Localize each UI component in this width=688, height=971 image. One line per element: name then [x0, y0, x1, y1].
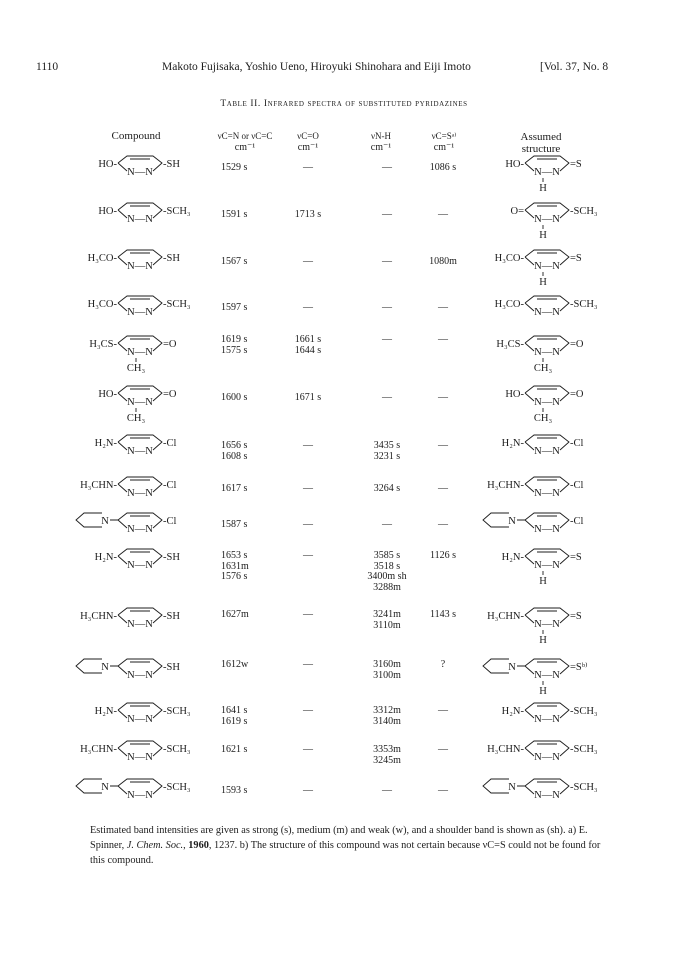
- assumed-structure: [467, 198, 627, 241]
- co-value: —: [303, 302, 313, 313]
- left-substituent: H₂N-: [501, 706, 524, 717]
- assumed-structure: [467, 774, 627, 814]
- cs-value: —: [438, 440, 448, 451]
- ring-nitrogens: N—N: [127, 446, 153, 457]
- piperidine-nitrogen: N: [508, 662, 516, 673]
- compound-structure: [60, 198, 220, 238]
- cn-value: 1641 s 1619 s: [221, 705, 248, 727]
- n-substituent: CH₃: [533, 413, 553, 424]
- cs-value: 1086 s: [429, 162, 457, 173]
- nh-value: 3264 s: [373, 483, 401, 494]
- cs-value: —: [438, 519, 448, 530]
- footnote-text-end: , 1237. b) The structure of this compound was not certain because νC=S could not be found for this compound.: [90, 840, 601, 866]
- right-substituent: -SCH₃: [163, 206, 191, 217]
- right-substituent: -SCH₃: [570, 206, 598, 217]
- nh-value: 3312m 3140m: [373, 705, 401, 727]
- right-substituent: -SCH₃: [570, 782, 598, 793]
- right-substituent: -SH: [163, 253, 180, 264]
- piperidine-nitrogen: N: [508, 782, 516, 793]
- column-header-cn: [203, 131, 287, 153]
- right-substituent: -Cl: [570, 438, 584, 449]
- cn-header-label: νC=N or νC=C: [217, 131, 273, 141]
- nh-value: —: [382, 785, 392, 796]
- cn-value: 1591 s: [221, 209, 248, 220]
- left-substituent: H₃CHN-: [487, 744, 524, 755]
- ring-nitrogens: N—N: [534, 397, 560, 408]
- cs-value: —: [438, 483, 448, 494]
- assumed-structure: [467, 736, 627, 776]
- ring-nitrogens: N—N: [127, 397, 153, 408]
- ring-nitrogens: N—N: [534, 752, 560, 763]
- left-substituent: H₃CO-: [87, 299, 117, 310]
- piperidine-nitrogen: N: [101, 662, 109, 673]
- n-substituent: H: [539, 576, 547, 587]
- right-substituent: -SH: [163, 611, 180, 622]
- co-header-label: νC=O: [297, 131, 319, 141]
- ring-nitrogens: N—N: [534, 446, 560, 457]
- co-value: 1671 s: [294, 392, 322, 403]
- co-value: —: [303, 744, 313, 755]
- cn-value: 1587 s: [221, 519, 248, 530]
- ring-nitrogens: N—N: [127, 214, 153, 225]
- ring-nitrogens: N—N: [127, 714, 153, 725]
- cs-value: —: [438, 785, 448, 796]
- n-substituent: H: [539, 277, 547, 288]
- ring-nitrogens: N—N: [127, 560, 153, 571]
- assumed-structure: [467, 508, 627, 548]
- n-substituent: CH₃: [126, 363, 146, 374]
- nh-value: —: [382, 162, 392, 173]
- right-substituent: =S: [570, 253, 582, 264]
- nh-value: —: [382, 256, 392, 267]
- cn-value: 1529 s: [221, 162, 248, 173]
- left-substituent: H₂N-: [94, 438, 117, 449]
- left-substituent: HO-: [98, 389, 117, 400]
- right-substituent: -Cl: [570, 480, 584, 491]
- compound-structure: [60, 774, 220, 814]
- assumed-structure: [467, 151, 627, 194]
- right-substituent: -SCH₃: [570, 706, 598, 717]
- piperidine-ring-bonds: [76, 779, 118, 793]
- nh-value: —: [382, 302, 392, 313]
- left-substituent: HO-: [98, 159, 117, 170]
- right-substituent: -Cl: [163, 438, 177, 449]
- ring-nitrogens: N—N: [534, 347, 560, 358]
- compound-structure: [60, 430, 220, 470]
- co-value: —: [303, 550, 313, 561]
- right-substituent: =Sᵇ⁾: [570, 662, 588, 673]
- nh-value: 3241m 3110m: [373, 609, 401, 631]
- ring-nitrogens: N—N: [534, 560, 560, 571]
- compound-structure: [60, 508, 220, 548]
- piperidine-nitrogen: N: [101, 782, 109, 793]
- assumed-structure: [467, 698, 627, 738]
- nh-value: —: [382, 334, 392, 345]
- right-substituent: -SH: [163, 159, 180, 170]
- nh-header-label: νN-H: [370, 131, 392, 141]
- cs-value: ?: [440, 659, 446, 670]
- right-substituent: -Cl: [570, 516, 584, 527]
- left-substituent: H₃CO-: [87, 253, 117, 264]
- right-substituent: =S: [570, 159, 582, 170]
- cn-value: 1593 s: [221, 785, 248, 796]
- co-value: —: [303, 256, 313, 267]
- cs-value: —: [438, 705, 448, 716]
- assumed-structure: [467, 472, 627, 512]
- co-value: —: [303, 659, 313, 670]
- assumed-structure: [467, 654, 627, 697]
- compound-structure: [60, 331, 220, 374]
- piperidine-ring-bonds: [483, 779, 525, 793]
- right-substituent: =O: [163, 339, 177, 350]
- left-substituent: HO-: [505, 389, 524, 400]
- n-substituent: H: [539, 635, 547, 646]
- right-substituent: -SCH₃: [163, 744, 191, 755]
- cn-value: 1656 s 1608 s: [221, 440, 248, 462]
- ring-nitrogens: N—N: [127, 261, 153, 272]
- footnote-journal: J. Chem. Soc.: [126, 840, 184, 851]
- column-header-co: [285, 131, 331, 153]
- cs-value: —: [438, 744, 448, 755]
- co-value: —: [303, 705, 313, 716]
- compound-structure: [60, 698, 220, 738]
- nh-header-unit: cm⁻¹: [370, 142, 392, 153]
- assumed-structure: [467, 430, 627, 470]
- co-value: —: [303, 162, 313, 173]
- ring-nitrogens: N—N: [534, 619, 560, 630]
- column-header-cs: [421, 131, 467, 153]
- co-value: 1713 s: [294, 209, 322, 220]
- table-footnote: [90, 823, 610, 868]
- ring-nitrogens: N—N: [534, 790, 560, 801]
- compound-structure: [60, 472, 220, 512]
- nh-value: —: [382, 209, 392, 220]
- left-substituent: O=: [510, 206, 524, 217]
- cn-value: 1600 s: [221, 392, 248, 403]
- cn-value: 1617 s: [221, 483, 248, 494]
- assumed-structure: [467, 331, 627, 374]
- left-substituent: H₂N-: [94, 706, 117, 717]
- left-substituent: H₃CHN-: [487, 611, 524, 622]
- left-substituent: HO-: [98, 206, 117, 217]
- piperidine-ring-bonds: [76, 513, 118, 527]
- cs-value: 1126 s: [429, 550, 457, 561]
- cn-value: 1653 s 1631m 1576 s: [221, 550, 249, 582]
- piperidine-ring-bonds: [483, 513, 525, 527]
- ring-nitrogens: N—N: [127, 670, 153, 681]
- left-substituent: H₃CHN-: [80, 611, 117, 622]
- compound-structure: [60, 245, 220, 285]
- ring-nitrogens: N—N: [534, 670, 560, 681]
- compound-structure: [60, 381, 220, 424]
- assumed-header-line1: Assumed: [520, 131, 562, 143]
- ring-nitrogens: N—N: [127, 167, 153, 178]
- cn-value: 1619 s 1575 s: [221, 334, 248, 356]
- assumed-structure: [467, 544, 627, 587]
- right-substituent: =S: [570, 552, 582, 563]
- ring-nitrogens: N—N: [127, 488, 153, 499]
- right-substituent: -SCH₃: [570, 299, 598, 310]
- left-substituent: H₂N-: [501, 552, 524, 563]
- nh-value: 3160m 3100m: [373, 659, 401, 681]
- cs-value: 1080m: [429, 256, 457, 267]
- right-substituent: -SCH₃: [163, 299, 191, 310]
- right-substituent: =S: [570, 611, 582, 622]
- ring-nitrogens: N—N: [534, 307, 560, 318]
- assumed-structure: [467, 291, 627, 331]
- piperidine-nitrogen: N: [101, 516, 109, 527]
- left-substituent: H₂N-: [94, 552, 117, 563]
- right-substituent: -Cl: [163, 480, 177, 491]
- footnote-text: Estimated band intensities are given as strong (s), medium (m) and weak (w), and a shoulder band is shown as (sh). a) E. Spinner,: [90, 825, 588, 851]
- authors-line: Makoto Fujisaka, Yoshio Ueno, Hiroyuki Shinohara and Eiji Imoto: [162, 61, 471, 73]
- page-number: 1110: [36, 61, 59, 73]
- co-value: —: [303, 785, 313, 796]
- column-header-compound: Compound: [111, 130, 161, 142]
- right-substituent: -Cl: [163, 516, 177, 527]
- right-substituent: =O: [163, 389, 177, 400]
- right-substituent: -SCH₃: [163, 706, 191, 717]
- cn-value: 1612w: [221, 659, 249, 670]
- left-substituent: H₃CHN-: [80, 480, 117, 491]
- cs-value: 1143 s: [429, 609, 457, 620]
- assumed-structure: [467, 245, 627, 288]
- ring-nitrogens: N—N: [127, 619, 153, 630]
- compound-structure: [60, 151, 220, 191]
- ring-nitrogens: N—N: [534, 214, 560, 225]
- compound-structure: [60, 544, 220, 584]
- cs-value: —: [438, 302, 448, 313]
- compound-structure: [60, 603, 220, 643]
- co-value: 1661 s 1644 s: [294, 334, 322, 356]
- assumed-header-line2: structure: [521, 143, 561, 155]
- co-value: —: [303, 483, 313, 494]
- cs-header-unit: cm⁻¹: [433, 142, 455, 153]
- cn-value: 1627m: [221, 609, 249, 620]
- volume-label: [Vol. 37, No. 8: [540, 61, 609, 73]
- ring-nitrogens: N—N: [534, 261, 560, 272]
- ring-nitrogens: N—N: [534, 524, 560, 535]
- footnote-separator: ,: [183, 840, 189, 851]
- left-substituent: HO-: [505, 159, 524, 170]
- cn-header-unit: cm⁻¹: [234, 142, 256, 153]
- assumed-structure: [467, 381, 627, 424]
- nh-value: 3353m 3245m: [373, 744, 401, 766]
- n-substituent: H: [539, 183, 547, 194]
- assumed-structure: [467, 603, 627, 646]
- cn-value: 1597 s: [221, 302, 248, 313]
- n-substituent: CH₃: [533, 363, 553, 374]
- n-substituent: H: [539, 686, 547, 697]
- co-value: —: [303, 440, 313, 451]
- cn-value: 1567 s: [221, 256, 248, 267]
- cs-value: —: [438, 334, 448, 345]
- right-substituent: -SCH₃: [163, 782, 191, 793]
- ring-nitrogens: N—N: [127, 752, 153, 763]
- right-substituent: =O: [570, 389, 584, 400]
- compound-structure: [60, 736, 220, 776]
- column-header-nh: [358, 131, 404, 153]
- ring-nitrogens: N—N: [127, 307, 153, 318]
- left-substituent: H₃CHN-: [80, 744, 117, 755]
- left-substituent: H₃CO-: [494, 299, 524, 310]
- nh-value: 3435 s 3231 s: [373, 440, 401, 462]
- piperidine-ring-bonds: [483, 659, 525, 673]
- left-substituent: H₂N-: [501, 438, 524, 449]
- right-substituent: -SH: [163, 552, 180, 563]
- ring-nitrogens: N—N: [127, 347, 153, 358]
- nh-value: —: [382, 519, 392, 530]
- left-substituent: H₃CS-: [89, 339, 117, 350]
- right-substituent: -SH: [163, 662, 180, 673]
- ring-nitrogens: N—N: [534, 167, 560, 178]
- n-substituent: CH₃: [126, 413, 146, 424]
- cs-value: —: [438, 209, 448, 220]
- cn-value: 1621 s: [221, 744, 248, 755]
- compound-structure: [60, 291, 220, 331]
- nh-value: 3585 s 3518 s 3400m sh 3288m: [367, 550, 407, 593]
- co-value: —: [303, 519, 313, 530]
- ring-nitrogens: N—N: [127, 524, 153, 535]
- left-substituent: H₃CS-: [496, 339, 524, 350]
- footnote-year: 1960: [188, 840, 209, 851]
- compound-structure: [60, 654, 220, 694]
- ring-nitrogens: N—N: [127, 790, 153, 801]
- co-value: —: [303, 609, 313, 620]
- cs-value: —: [438, 392, 448, 403]
- n-substituent: H: [539, 230, 547, 241]
- ring-nitrogens: N—N: [534, 714, 560, 725]
- right-substituent: =O: [570, 339, 584, 350]
- left-substituent: H₃CO-: [494, 253, 524, 264]
- piperidine-ring-bonds: [76, 659, 118, 673]
- piperidine-nitrogen: N: [508, 516, 516, 527]
- cs-header-label: νC=Sᵃ⁾: [431, 131, 457, 141]
- co-header-unit: cm⁻¹: [297, 142, 319, 153]
- table-caption: Table II. Infrared spectra of substituted pyridazines: [220, 99, 468, 109]
- ring-nitrogens: N—N: [534, 488, 560, 499]
- right-substituent: -SCH₃: [570, 744, 598, 755]
- left-substituent: H₃CHN-: [487, 480, 524, 491]
- nh-value: —: [382, 392, 392, 403]
